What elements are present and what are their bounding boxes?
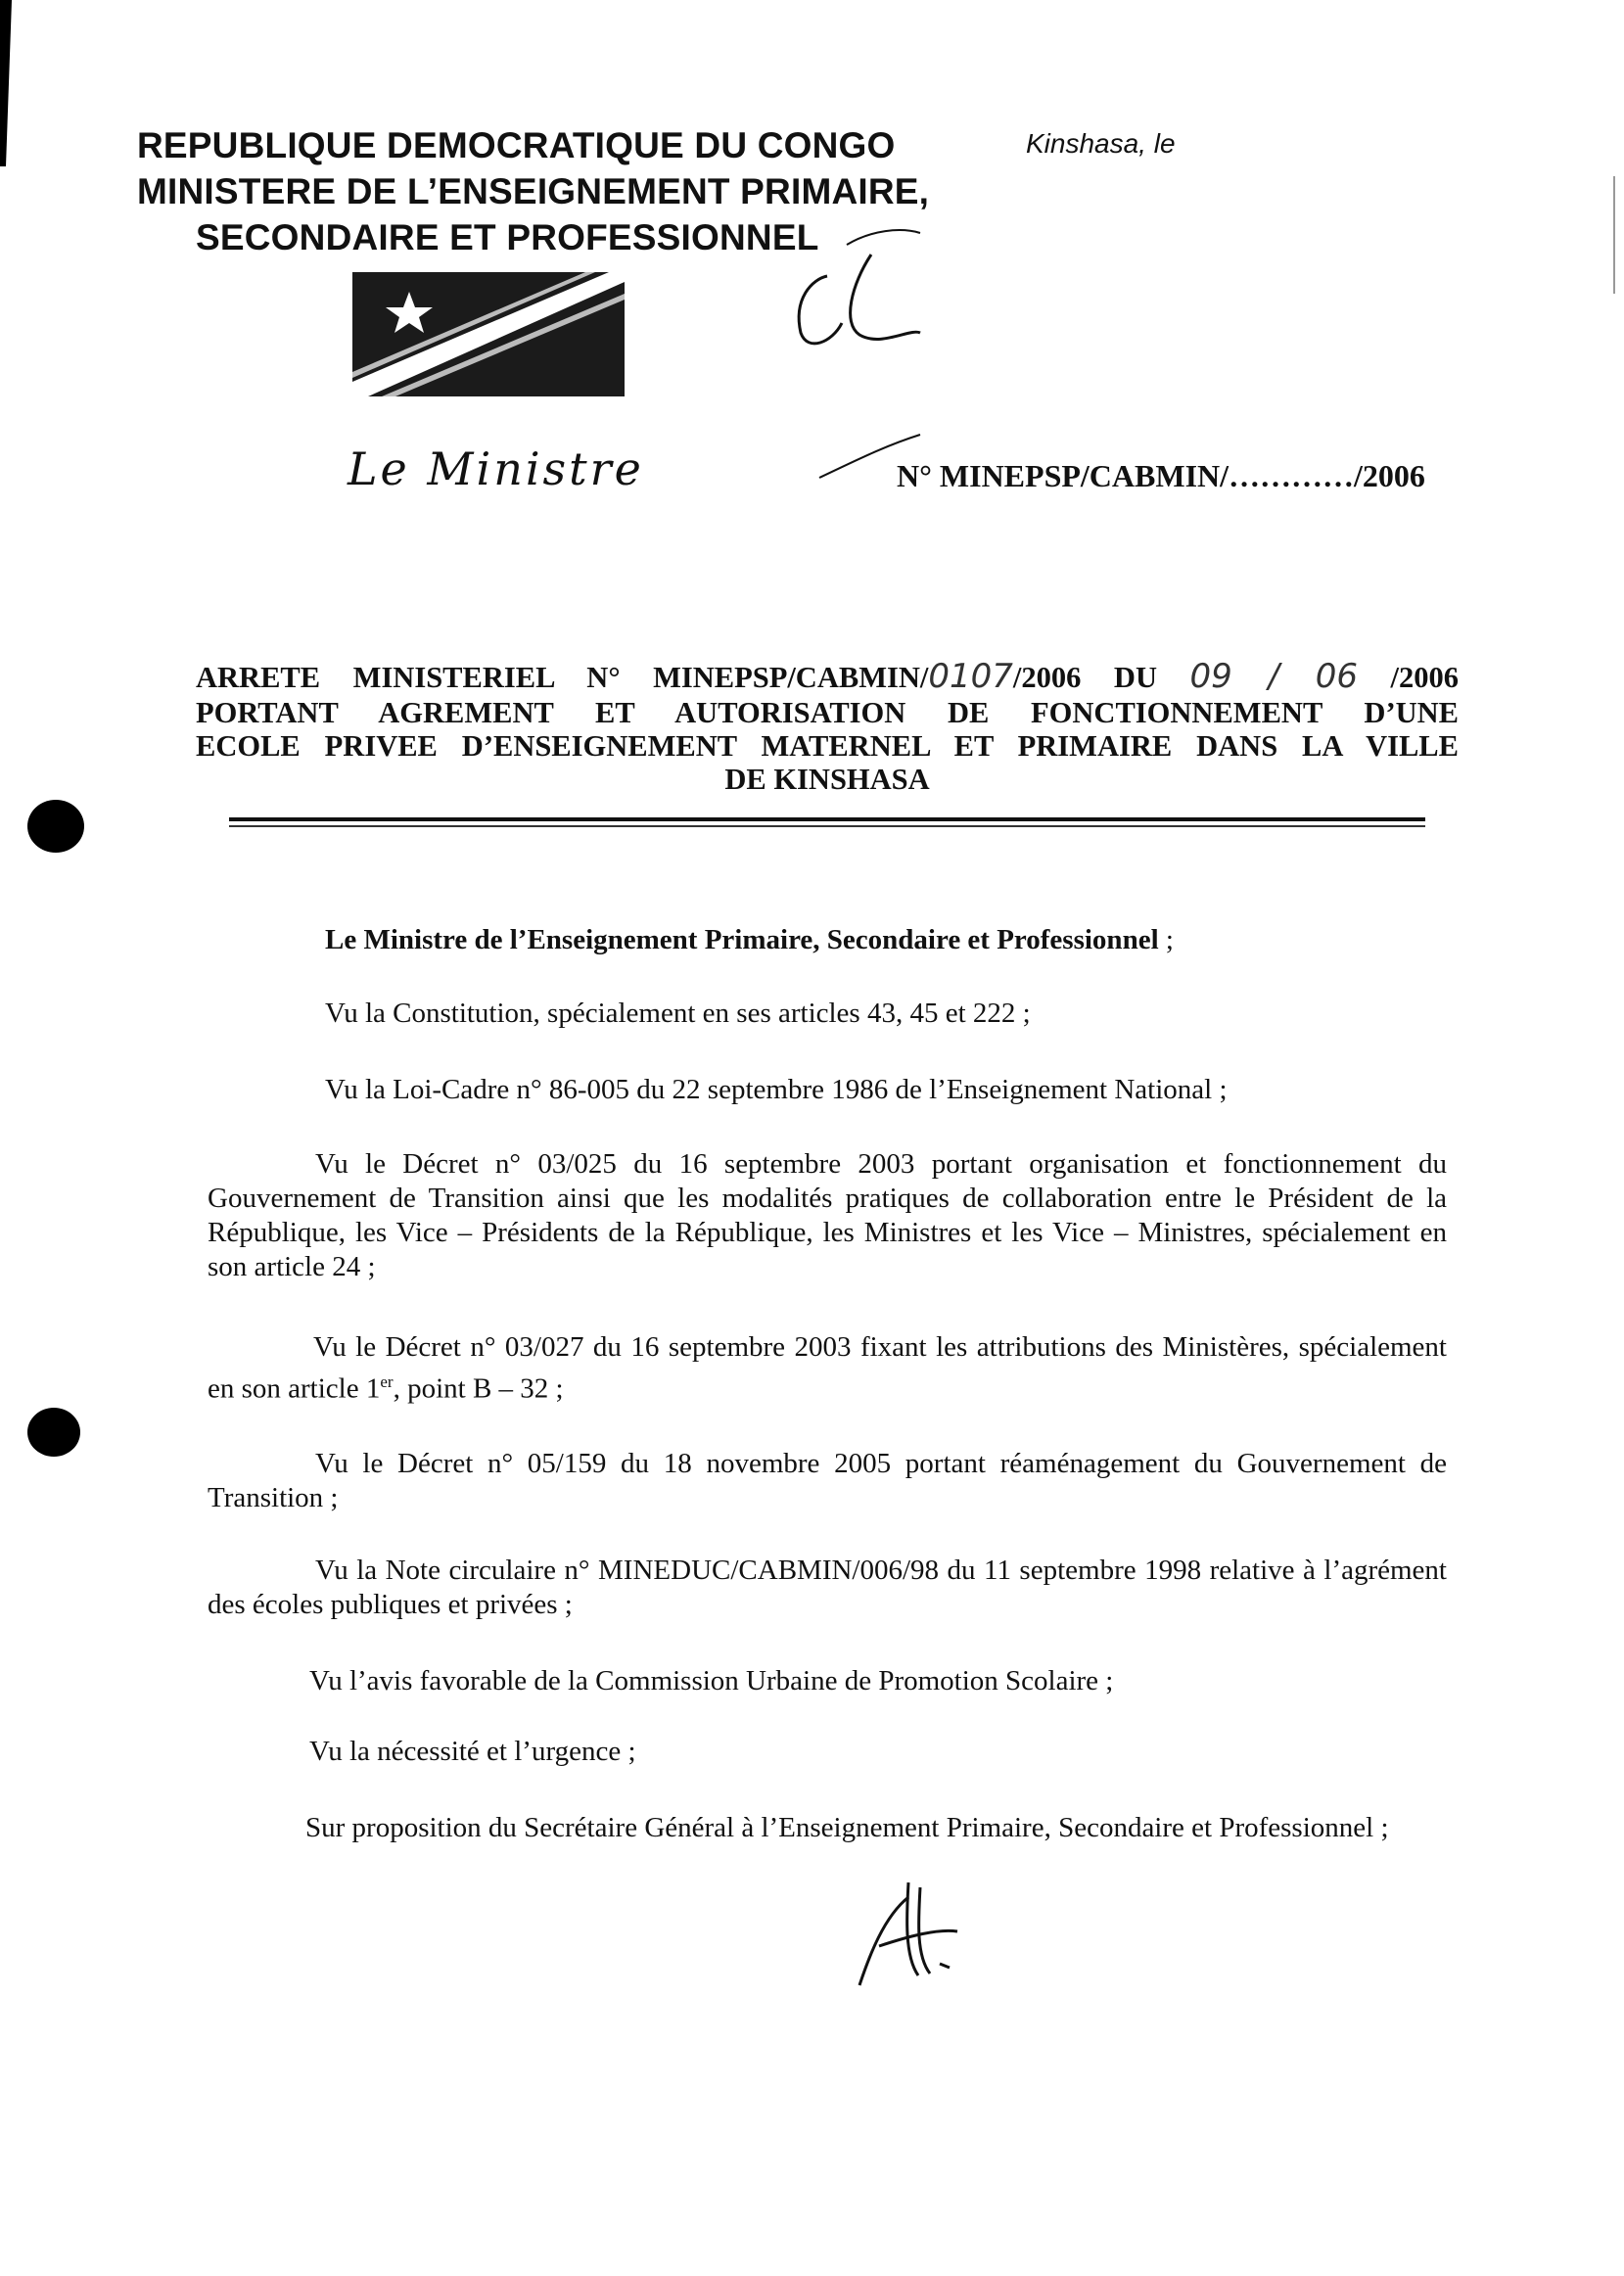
title-block [196, 657, 1459, 796]
preamble-minister: Le Ministre de l’Enseignement Primaire, Secondaire et Professionnel [325, 924, 1159, 955]
visa-constitution: Vu la Constitution, spécialement en ses articles 43, 45 et 222 ; [325, 998, 1031, 1029]
handwritten-paraph [850, 1878, 977, 1990]
title-arrete-du: /2006 DU [1012, 661, 1157, 694]
title-arrete-year: /2006 [1390, 661, 1459, 694]
title-rule-thick [229, 817, 1425, 821]
flag-image [352, 272, 625, 396]
visa-commission: Vu l’avis favorable de la Commission Urbaine de Promotion Scolaire ; [309, 1665, 1114, 1696]
page-edge-line [1613, 176, 1615, 294]
visa-decret-03-027-sup: er [380, 1372, 394, 1391]
scan-edge-mark [0, 0, 14, 166]
minister-script-label [348, 442, 644, 495]
visa-note-circulaire: Vu la Note circulaire n° MINEDUC/CABMIN/006/98 du 11 septembre 1998 relative à l’agrément des écoles publiques et privées ; [208, 1555, 1447, 1620]
title-line-3: ECOLE PRIVEE D’ENSEIGNEMENT MATERNEL ET PRIMAIRE DANS LA VILLE [196, 729, 1459, 763]
reference-number: N° MINEPSP/CABMIN/…………/2006 [897, 458, 1425, 493]
title-line-1 [196, 657, 1459, 696]
place-date: Kinshasa, le [1026, 128, 1176, 159]
preamble-tail: ; [1158, 924, 1174, 955]
title-line-4: DE KINSHASA [724, 763, 930, 796]
header-ministry: MINISTERE DE L’ENSEIGNEMENT PRIMAIRE, [137, 171, 930, 211]
header-country: REPUBLIQUE DEMOCRATIQUE DU CONGO [137, 125, 896, 165]
visa-decret-03-027 [208, 1330, 1447, 1407]
punch-hole-top [27, 800, 84, 853]
handwritten-initial [773, 225, 940, 362]
visa-decret-05-159: Vu le Décret n° 05/159 du 18 novembre 2005 portant réaménagement du Gouvernement de Transition ; [208, 1448, 1447, 1513]
visa-decret-03-025: Vu le Décret n° 03/025 du 16 septembre 2003 portant organisation et fonctionnement du Gouvernement de Transition ainsi que les modalités pratiques de collaboration entre le Président de la République, les Vice – Présidents de la République, les Ministres et les Vice – Ministres, spécialement en son article 24 ; [208, 1148, 1447, 1282]
handwritten-arrete-date: 09 / 06 [1189, 657, 1358, 696]
minister-script-text: Le Ministre [348, 442, 644, 495]
visa-necessite: Vu la nécessité et l’urgence ; [309, 1736, 636, 1767]
header-ministry-cont: SECONDAIRE ET PROFESSIONNEL [196, 217, 819, 257]
punch-hole-bottom [27, 1408, 80, 1457]
visa-proposition: Sur proposition du Secrétaire Général à l’Enseignement Primaire, Secondaire et Professionnel ; [305, 1812, 1389, 1843]
handwritten-arrete-number: 0107 [928, 657, 1013, 696]
title-arrete-prefix: ARRETE MINISTERIEL N° MINEPSP/CABMIN/ [196, 661, 929, 694]
visa-decret-03-027-point: , point B – 32 ; [393, 1372, 564, 1405]
title-rule-thin [229, 825, 1425, 827]
visa-decret-03-027-text: Vu le Décret n° 03/027 du 16 septembre 2003 fixant les attributions des Ministères, spécialement en son article 1 [208, 1331, 1447, 1405]
visa-loi-cadre: Vu la Loi-Cadre n° 86-005 du 22 septembre 1986 de l’Enseignement National ; [325, 1074, 1228, 1105]
title-line-2: PORTANT AGREMENT ET AUTORISATION DE FONCTIONNEMENT D’UNE [196, 696, 1459, 729]
preamble [325, 923, 1461, 957]
